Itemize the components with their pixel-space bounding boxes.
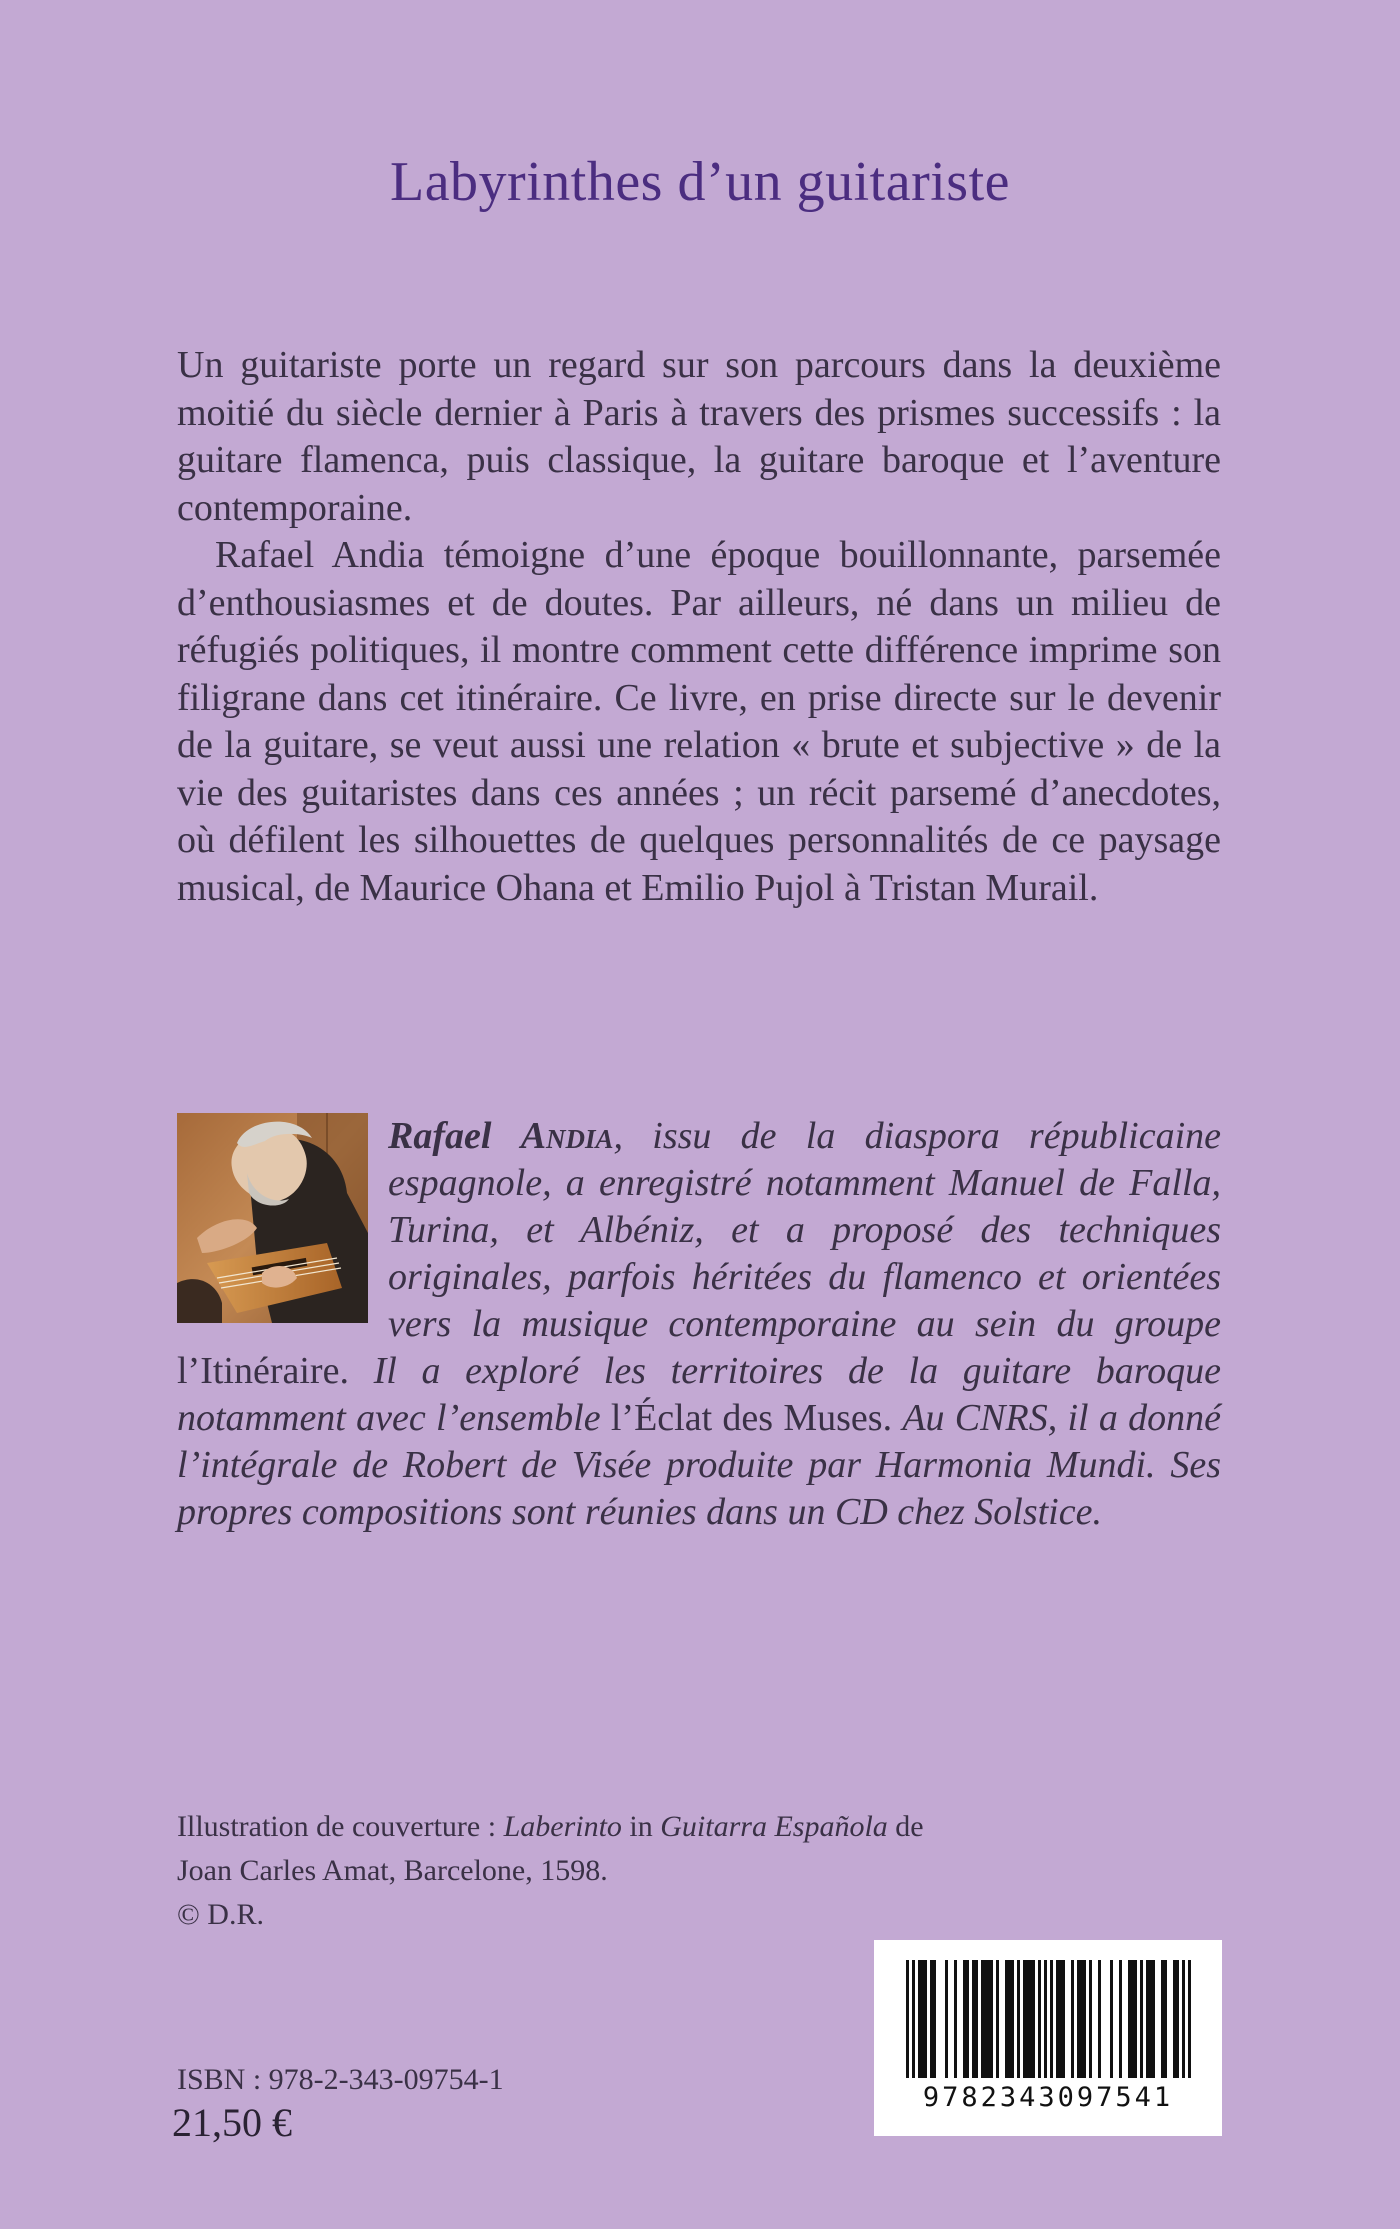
barcode-bar <box>1164 1960 1167 2078</box>
credit-rights: © D.R. <box>177 1898 264 1931</box>
barcode-bar <box>990 1960 993 2078</box>
barcode-bar <box>1140 1960 1143 2078</box>
book-description <box>177 342 1221 912</box>
bio-text-3: Au CNRS, il a donné l’intégrale de Robert de Visée produite par Harmonia Mundi. Ses propres compositions sont réunies dans un CD chez Solstice. <box>177 1397 1221 1533</box>
barcode-bar <box>1071 1960 1074 2078</box>
barcode-bar <box>1011 1960 1014 2078</box>
barcode-bar <box>984 1960 987 2078</box>
credit-in-word: in <box>629 1810 653 1843</box>
barcode-bar <box>1176 1960 1179 2078</box>
barcode-bar <box>1173 1960 1176 2078</box>
barcode-bar <box>1017 1960 1020 2078</box>
barcode-bar <box>1032 1960 1035 2078</box>
barcode-bar <box>1110 1960 1113 2078</box>
barcode-bar <box>1128 1960 1131 2078</box>
barcode-bar <box>1026 1960 1029 2078</box>
barcode-bar <box>906 1960 909 2078</box>
credit-source-details: de Joan Carles Amat, Barcelone, 1598. <box>177 1810 924 1887</box>
description-paragraph-1: Un guitariste porte un regard sur son parcours dans la deuxième moitié du siècle dernier à Paris à travers des prismes successifs : la guitare flamenca, puis classique, la guitare baroque et l’aventure contemporaine. <box>177 344 1221 529</box>
barcode-bar <box>1062 1960 1065 2078</box>
barcode-bar <box>1008 1960 1011 2078</box>
barcode-bar <box>996 1960 999 2078</box>
bio-group-name: l’Itinéraire. <box>177 1350 349 1392</box>
author-bio <box>177 1113 1221 1536</box>
author-last-name: Andia <box>520 1115 614 1157</box>
barcode-bar <box>1161 1960 1164 2078</box>
barcode-bar <box>1023 1960 1026 2078</box>
barcode-bar <box>1080 1960 1083 2078</box>
barcode-bar <box>1119 1960 1122 2078</box>
barcode-bar <box>1077 1960 1080 2078</box>
description-paragraph-2: Rafael Andia témoigne d’une époque bouillonnante, parsemée d’enthousiasmes et de doutes. Par ailleurs, né dans un milieu de réfugiés politiques, il montre comment cette différence imprime son filigrane dans cet itinéraire. Ce livre, en prise directe sur le devenir de la guitare, se veut aussi une relation « brute et subjective » de la vie des guitaristes dans ces années ; un récit parsemé d’anecdotes, où défilent les silhouettes de quelques personnalités de ce paysage musical, de Maurice Ohana et Emilio Pujol à Tristan Murail. <box>177 534 1221 909</box>
barcode-bar <box>963 1960 966 2078</box>
barcode-bar <box>1149 1960 1152 2078</box>
barcode-bar <box>1146 1960 1149 2078</box>
barcode-bar <box>1188 1960 1191 2078</box>
barcode-bar <box>1050 1960 1053 2078</box>
barcode-bar <box>981 1960 984 2078</box>
author-first-name: Rafael <box>388 1115 492 1157</box>
barcode-bar <box>1005 1960 1008 2078</box>
barcode <box>874 1940 1222 2136</box>
barcode-bar <box>1131 1960 1134 2078</box>
barcode-bar <box>972 1960 975 2078</box>
barcode-bar <box>1056 1960 1059 2078</box>
barcode-bar <box>987 1960 990 2078</box>
barcode-bar <box>930 1960 933 2078</box>
barcode-bar <box>1044 1960 1047 2078</box>
barcode-bar <box>918 1960 921 2078</box>
barcode-bar <box>1038 1960 1041 2078</box>
isbn-text: ISBN : 978-2-343-09754-1 <box>177 2063 504 2096</box>
barcode-bar <box>1083 1960 1086 2078</box>
barcode-bar <box>933 1960 936 2078</box>
barcode-bar <box>1134 1960 1137 2078</box>
barcode-bar <box>966 1960 969 2078</box>
barcode-digits: 9782343097541 <box>922 2082 1174 2113</box>
barcode-bar <box>1182 1960 1185 2078</box>
book-title: Labyrinthes d’un guitariste <box>389 151 1010 213</box>
barcode-bar <box>1098 1960 1101 2078</box>
barcode-bar <box>1152 1960 1155 2078</box>
credit-label: Illustration de couverture : <box>177 1810 497 1843</box>
barcode-bar <box>1089 1960 1092 2078</box>
illustration-credit <box>177 1805 937 1937</box>
barcode-bar <box>924 1960 927 2078</box>
barcode-bar <box>975 1960 978 2078</box>
bio-ensemble-name: l’Éclat des Muses. <box>610 1397 893 1439</box>
barcode-bar <box>1059 1960 1062 2078</box>
bio-text-1: , issu de la diaspora républicaine espagnole, a enregistré notamment Manuel de Falla, Turina, et Albéniz, et a proposé des techniques originales, parfois héritées du flamenco et orientées vers la musique contemporaine au sein du groupe <box>388 1115 1221 1345</box>
bio-text-2: Il a exploré les territoires de la guitare baroque notamment avec l’ensemble <box>177 1350 1222 1439</box>
author-photo <box>177 1113 368 1323</box>
barcode-bar <box>954 1960 957 2078</box>
barcode-bar <box>945 1960 948 2078</box>
price-text: 21,50 € <box>172 2100 292 2145</box>
credit-work-title: Laberinto <box>503 1810 622 1843</box>
barcode-bar <box>912 1960 915 2078</box>
barcode-bar <box>921 1960 924 2078</box>
credit-source-title: Guitarra Española <box>660 1810 888 1843</box>
barcode-bar <box>1029 1960 1032 2078</box>
